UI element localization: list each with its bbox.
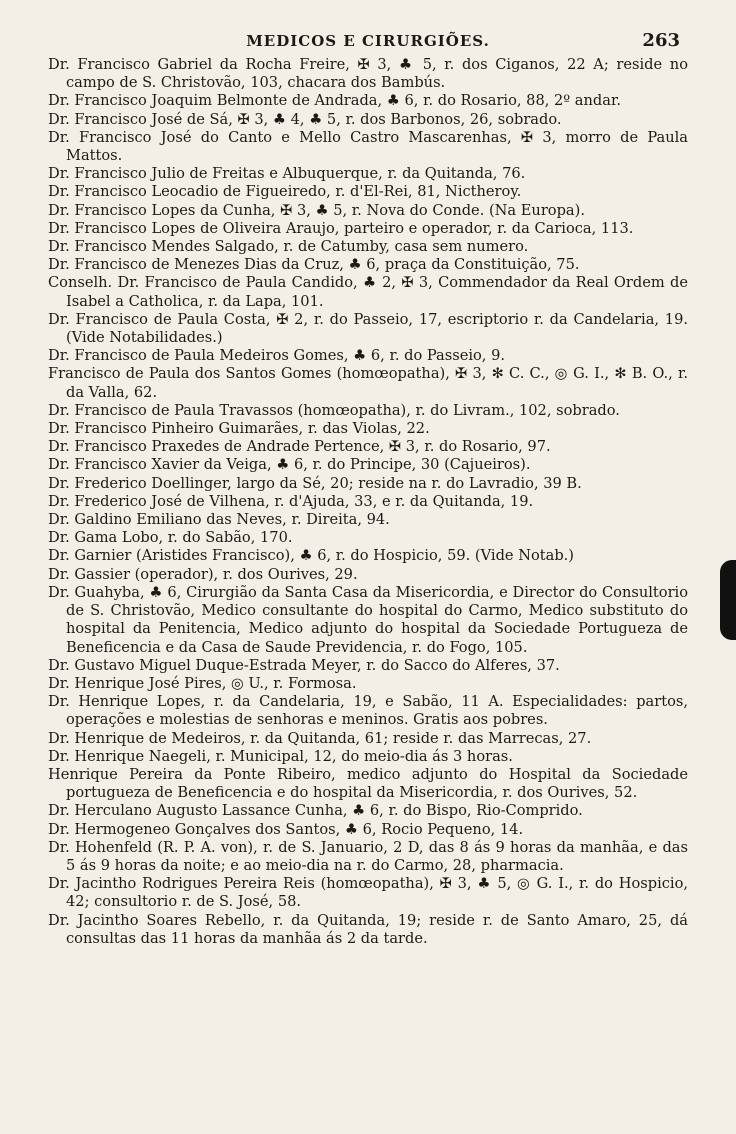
list-item: Francisco de Paula dos Santos Gomes (homœopatha), ✠ 3, ✻ C. C., ◎ G. I., ✻ B. O., r. da Valla, 62. [48, 365, 688, 401]
list-item: Dr. Garnier (Aristides Francisco), ♣ 6, r. do Hospicio, 59. (Vide Notab.) [48, 547, 574, 565]
list-item: Conselh. Dr. Francisco de Paula Candido, ♣ 2, ✠ 3, Commendador da Real Ordem de Isabel a Catholica, r. da Lapa, 101. [48, 274, 688, 310]
list-item: Dr. Francisco de Paula Travassos (homœopatha), r. do Livram., 102, sobrado. [48, 401, 620, 419]
list-item: Dr. Henrique Lopes, r. da Candelaria, 19, e Sabão, 11 A. Especialidades: partos, operações e molestias de senhoras e meninos. Gratis aos pobres. [48, 693, 688, 729]
list-item: Henrique Pereira da Ponte Ribeiro, medico adjunto do Hospital da Sociedade portugueza de Beneficencia e do hospital da Misericordia, r. dos Ourives, 52. [48, 765, 688, 802]
page-header [0, 30, 736, 56]
page-title: MEDICOS E CIRURGIÕES. [246, 32, 490, 50]
list-item: Dr. Jacintho Rodrigues Pereira Reis (homœopatha), ✠ 3, ♣ 5, ◎ G. I., r. do Hospicio, 42; consultorio r. de S. José, 58. [48, 875, 688, 911]
list-item: Dr. Francisco José do Canto e Mello Castro Mascarenhas, ✠ 3, morro de Paula Mattos. [48, 128, 688, 165]
list-item: Dr. Hermogeneo Gonçalves dos Santos, ♣ 6, Rocio Pequeno, 14. [48, 820, 524, 838]
list-item: Dr. Frederico José de Vilhena, r. d'Ajuda, 33, e r. da Quitanda, 19. [48, 492, 534, 510]
list-item: Dr. Francisco de Menezes Dias da Cruz, ♣ 6, praça da Constituição, 75. [48, 256, 580, 274]
directory-list [48, 56, 688, 948]
list-item: Dr. Francisco José de Sá, ✠ 3, ♣ 4, ♣ 5, r. dos Barbonos, 26, sobrado. [48, 110, 562, 128]
list-item: Dr. Henrique de Medeiros, r. da Quitanda, 61; reside r. das Marrecas, 27. [48, 729, 592, 747]
list-item: Dr. Francisco de Paula Costa, ✠ 2, r. do Passeio, 17, escriptorio r. da Candelaria, 19. (Vide Notabilidades.) [48, 310, 688, 347]
list-item: Dr. Francisco Julio de Freitas e Albuquerque, r. da Quitanda, 76. [48, 165, 526, 183]
list-item: Dr. Gassier (operador), r. dos Ourives, 29. [48, 565, 358, 583]
list-item: Dr. Guahyba, ♣ 6, Cirurgião da Santa Casa da Misericordia, e Director do Consultorio de S. Christovão, Medico consultante do hospital do Carmo, Medico substituto do hospital da Penitencia, Medico adjunto do hospital da Sociedade Portugueza de Beneficencia e da Casa de Saude Previdencia, r. do Fogo, 105. [48, 583, 688, 656]
list-item: Dr. Francisco Xavier da Veiga, ♣ 6, r. do Principe, 30 (Cajueiros). [48, 456, 531, 474]
list-item: Dr. Henrique José Pires, ◎ U., r. Formosa. [48, 674, 357, 692]
list-item: Dr. Galdino Emiliano das Neves, r. Direita, 94. [48, 511, 390, 529]
list-item: Dr. Francisco de Paula Medeiros Gomes, ♣ 6, r. do Passeio, 9. [48, 347, 506, 365]
list-item: Dr. Francisco Mendes Salgado, r. de Catumby, casa sem numero. [48, 238, 529, 256]
list-item: Dr. Frederico Doellinger, largo da Sé, 20; reside na r. do Lavradio, 39 B. [48, 474, 582, 492]
list-item: Dr. Hohenfeld (R. P. A. von), r. de S. Januario, 2 D, das 8 ás 9 horas da manhãa, e das 5 ás 9 horas da noite; e ao meio-dia na r. do Carmo, 28, pharmacia. [48, 838, 688, 874]
page-number: 263 [642, 30, 680, 51]
list-item: Dr. Francisco Gabriel da Rocha Freire, ✠ 3, ♣ 5, r. dos Ciganos, 22 A; reside no campo de S. Christovão, 103, chacara dos Bambús. [48, 56, 688, 92]
list-item: Dr. Herculano Augusto Lassance Cunha, ♣ 6, r. do Bispo, Rio-Comprido. [48, 802, 583, 820]
list-item: Dr. Henrique Naegeli, r. Municipal, 12, do meio-dia ás 3 horas. [48, 747, 513, 765]
list-item: Dr. Francisco Leocadio de Figueiredo, r. d'El-Rei, 81, Nictheroy. [48, 183, 522, 201]
page-edge-stain [720, 560, 736, 640]
list-item: Dr. Francisco Pinheiro Guimarães, r. das Violas, 22. [48, 420, 430, 438]
list-item: Dr. Francisco Lopes da Cunha, ✠ 3, ♣ 5, r. Nova do Conde. (Na Europa). [48, 201, 585, 219]
list-item: Dr. Francisco Praxedes de Andrade Pertence, ✠ 3, r. do Rosario, 97. [48, 438, 551, 456]
list-item: Dr. Gama Lobo, r. do Sabão, 170. [48, 529, 293, 547]
list-item: Dr. Francisco Joaquim Belmonte de Andrada, ♣ 6, r. do Rosario, 88, 2º andar. [48, 92, 621, 110]
list-item: Dr. Francisco Lopes de Oliveira Araujo, parteiro e operador, r. da Carioca, 113. [48, 219, 634, 237]
list-item: Dr. Gustavo Miguel Duque-Estrada Meyer, r. do Sacco do Alferes, 37. [48, 656, 560, 674]
list-item: Dr. Jacintho Soares Rebello, r. da Quitanda, 19; reside r. de Santo Amaro, 25, dá consultas das 11 horas da manhãa ás 2 da tarde. [48, 911, 688, 947]
